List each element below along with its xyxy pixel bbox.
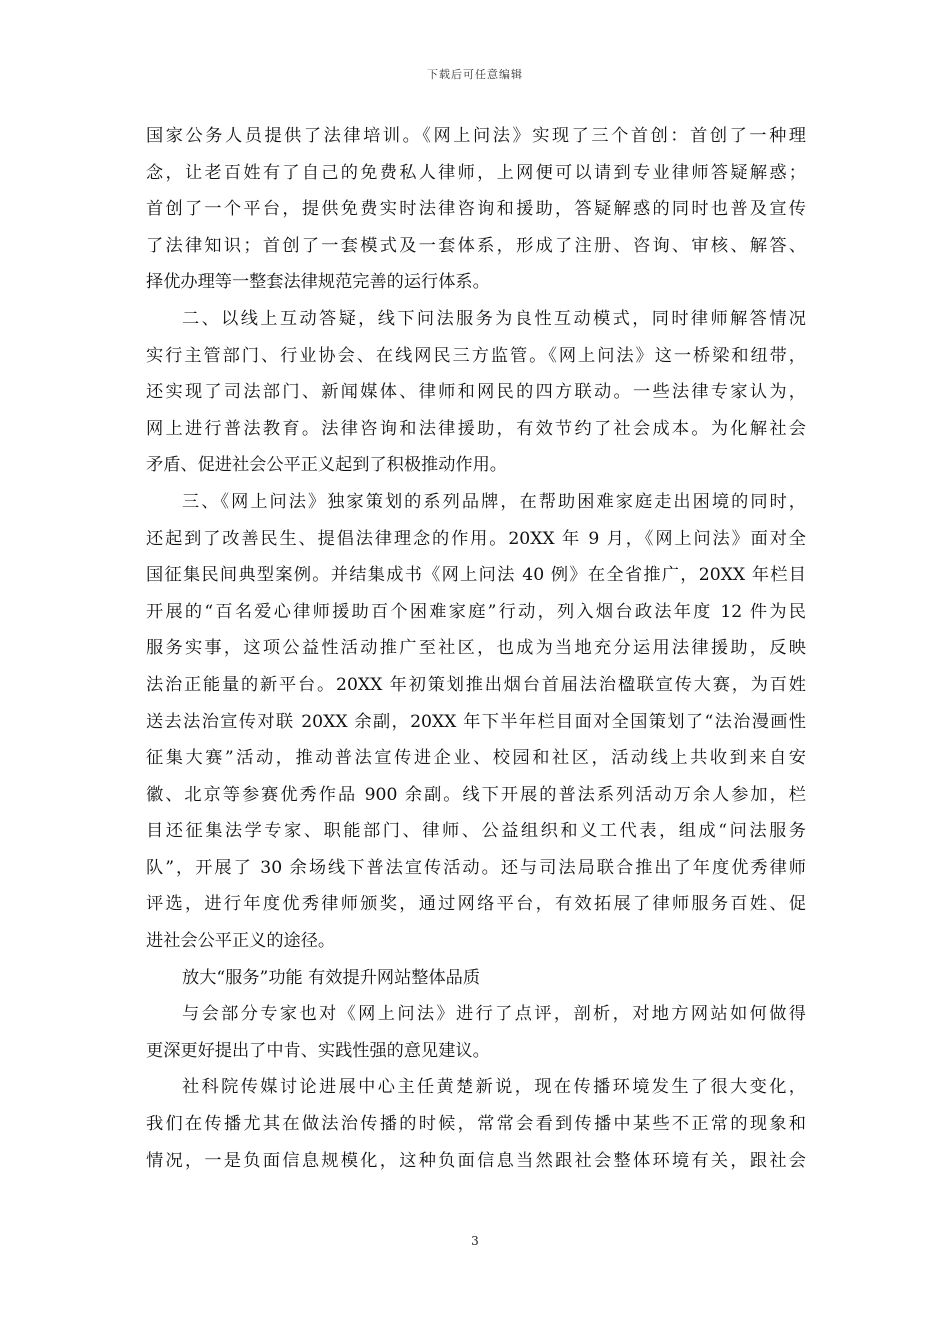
section-heading: 放大“服务”功能 有效提升网站整体品质 bbox=[182, 967, 481, 988]
text-line: 还起到了改善民生、提倡法律理念的作用。20XX 年 9 月，《网上问法》面对全 bbox=[146, 528, 806, 549]
text-line: 了法律知识；首创了一套模式及一套体系，形成了注册、咨询、审核、解答、 bbox=[146, 235, 806, 256]
text-line: 送去法治宣传对联 20XX 余副，20XX 年下半年栏目面对全国策划了“法治漫画性 bbox=[146, 711, 806, 732]
text-line: 服务实事，这项公益性活动推广至社区，也成为当地充分运用法律援助，反映 bbox=[146, 638, 806, 659]
text-line: 择优办理等一整套法律规范完善的运行体系。 bbox=[146, 272, 490, 293]
text-line: 社科院传媒讨论进展中心主任黄楚新说，现在传播环境发生了很大变化， bbox=[182, 1077, 806, 1098]
text-line: 还实现了司法部门、新闻媒体、律师和网民的四方联动。一些法律专家认为， bbox=[146, 382, 806, 403]
text-line: 评选，进行年度优秀律师颁奖，通过网络平台，有效拓展了律师服务百姓、促 bbox=[146, 894, 806, 915]
text-line: 国征集民间典型案例。并结集成书《网上问法 40 例》在全省推广，20XX 年栏目 bbox=[146, 565, 806, 586]
text-line: 二、以线上互动答疑，线下问法服务为良性互动模式，同时律师解答情况 bbox=[182, 308, 806, 329]
text-line: 徽、北京等参赛优秀作品 900 余副。线下开展的普法系列活动万余人参加，栏 bbox=[146, 784, 806, 805]
text-line: 征集大赛”活动，推动普法宣传进企业、校园和社区，活动线上共收到来自安 bbox=[146, 748, 806, 769]
text-line: 开展的“百名爱心律师援助百个困难家庭”行动，列入烟台政法年度 12 件为民 bbox=[146, 601, 806, 622]
text-line: 目还征集法学专家、职能部门、律师、公益组织和义工代表，组成“问法服务 bbox=[146, 821, 806, 842]
text-line: 国家公务人员提供了法律培训。《网上问法》实现了三个首创：首创了一种理 bbox=[146, 126, 806, 146]
text-line: 进社会公平正义的途径。 bbox=[146, 931, 336, 952]
text-line: 三、《网上问法》独家策划的系列品牌，在帮助困难家庭走出困境的同时， bbox=[182, 491, 806, 512]
text-line: 队”，开展了 30 余场线下普法宣传活动。还与司法局联合推出了年度优秀律师 bbox=[146, 857, 806, 878]
text-line: 首创了一个平台，提供免费实时法律咨询和援助，答疑解惑的同时也普及宣传 bbox=[146, 199, 806, 220]
text-line: 矛盾、促进社会公平正义起到了积极推动作用。 bbox=[146, 455, 507, 476]
page-number: 3 bbox=[471, 1234, 479, 1248]
text-line: 与会部分专家也对《网上问法》进行了点评，剖析，对地方网站如何做得 bbox=[182, 1004, 806, 1025]
page-header: 下载后可任意编辑 bbox=[427, 68, 523, 81]
text-line: 情况，一是负面信息规模化，这种负面信息当然跟社会整体环境有关，跟社会 bbox=[146, 1150, 806, 1171]
text-line: 念，让老百姓有了自己的免费私人律师，上网便可以请到专业律师答疑解惑； bbox=[146, 162, 806, 183]
document-body bbox=[146, 118, 806, 1179]
text-line: 更深更好提出了中肯、实践性强的意见建议。 bbox=[146, 1040, 490, 1061]
text-line: 我们在传播尤其在做法治传播的时候，常常会看到传播中某些不正常的现象和 bbox=[146, 1114, 806, 1135]
text-line: 实行主管部门、行业协会、在线网民三方监管。《网上问法》这一桥梁和纽带， bbox=[146, 345, 806, 366]
text-line: 网上进行普法教育。法律咨询和法律援助，有效节约了社会成本。为化解社会 bbox=[146, 418, 806, 439]
text-line: 法治正能量的新平台。20XX 年初策划推出烟台首届法治楹联宣传大赛，为百姓 bbox=[146, 674, 806, 695]
